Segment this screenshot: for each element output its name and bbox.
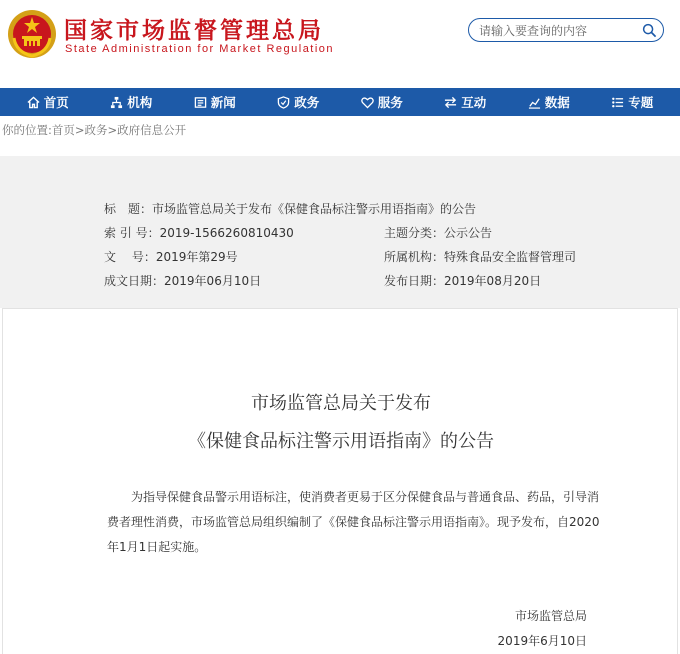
document-body: 为指导保健食品警示用语标注，使消费者更易于区分保健食品与普通食品、药品，引导消费者理性消费，市场监管总局组织编制了《保健食品标注警示用语指南》。现予发布，自2020年1月1日起实施。 [107, 490, 600, 554]
meta-index-label: 索 引 号： [104, 226, 160, 240]
nav-item-topics[interactable] [611, 93, 653, 111]
nav-item-label: 互动 [461, 95, 487, 110]
nav-item-label: 服务 [377, 95, 403, 110]
heart-icon [361, 96, 374, 109]
list-icon [611, 96, 624, 109]
meta-docno-label: 文 号： [104, 250, 156, 264]
search-box [468, 18, 664, 42]
meta-title-label: 标 题： [104, 202, 153, 216]
chart-icon [528, 96, 541, 109]
nav-item-label: 政务 [294, 95, 320, 110]
meta-docno-value: 2019年第29号 [155, 250, 238, 264]
site-header [0, 0, 680, 88]
gov-icon [277, 96, 290, 109]
meta-title-row [104, 200, 476, 217]
meta-category-value: 公示公告 [444, 226, 493, 240]
document-card [2, 308, 678, 654]
nav-item-org[interactable] [110, 93, 152, 111]
breadcrumb-separator: > [74, 123, 85, 137]
national-emblem-icon[interactable] [6, 8, 58, 60]
meta-index-row [104, 224, 294, 241]
breadcrumb-prefix: 你的位置: [2, 123, 52, 137]
nav-item-service[interactable] [361, 93, 403, 111]
meta-created-value: 2019年06月10日 [164, 274, 262, 288]
meta-created-label: 成文日期： [104, 274, 165, 288]
nav-item-label: 首页 [43, 95, 69, 110]
meta-agency-value: 特殊食品安全监督管理司 [444, 250, 577, 264]
home-icon [27, 96, 40, 109]
meta-published-value: 2019年08月20日 [444, 274, 542, 288]
nav-item-interact[interactable] [444, 93, 486, 111]
meta-created-row [104, 272, 261, 289]
meta-category-label: 主题分类： [384, 226, 445, 240]
search-icon[interactable] [642, 23, 657, 38]
nav-item-gov[interactable] [277, 93, 319, 111]
meta-published-label: 发布日期： [384, 274, 445, 288]
document-meta [0, 156, 680, 308]
site-title[interactable]: 国家市场监督管理总局 [64, 18, 324, 44]
nav-item-label: 新闻 [210, 95, 236, 110]
breadcrumb [2, 122, 186, 138]
meta-docno-row [104, 248, 238, 265]
news-icon [194, 96, 207, 109]
breadcrumb-link-home[interactable]: 首页 [51, 123, 75, 137]
meta-title-value: 市场监管总局关于发布《保健食品标注警示用语指南》的公告 [152, 202, 477, 216]
breadcrumb-separator: > [107, 123, 118, 137]
nav-item-label: 数据 [544, 95, 570, 110]
breadcrumb-link-info[interactable]: 政府信息公开 [117, 123, 187, 137]
nav-item-news[interactable] [194, 93, 236, 111]
interact-icon [444, 96, 457, 109]
meta-category-row [384, 224, 492, 241]
breadcrumb-link-gov[interactable]: 政务 [84, 123, 108, 137]
document-date: 2019年6月10日 [497, 634, 587, 648]
main-nav [0, 88, 680, 116]
meta-index-value: 2019-1566260810430 [159, 226, 294, 240]
meta-agency-row [384, 248, 576, 265]
nav-item-label: 机构 [127, 95, 153, 110]
search-input[interactable] [479, 22, 629, 39]
site-title-en: State Administration for Market Regulation [65, 43, 335, 55]
meta-published-row [384, 272, 541, 289]
document-signature: 市场监管总局 [514, 609, 587, 623]
org-icon [110, 96, 123, 109]
document-title-line1: 市场监管总局关于发布 [251, 393, 431, 414]
nav-item-label: 专题 [628, 95, 654, 110]
meta-agency-label: 所属机构： [384, 250, 445, 264]
document-title-line2: 《保健食品标注警示用语指南》的公告 [188, 431, 494, 452]
nav-item-home[interactable] [27, 93, 69, 111]
nav-item-data[interactable] [528, 93, 570, 111]
